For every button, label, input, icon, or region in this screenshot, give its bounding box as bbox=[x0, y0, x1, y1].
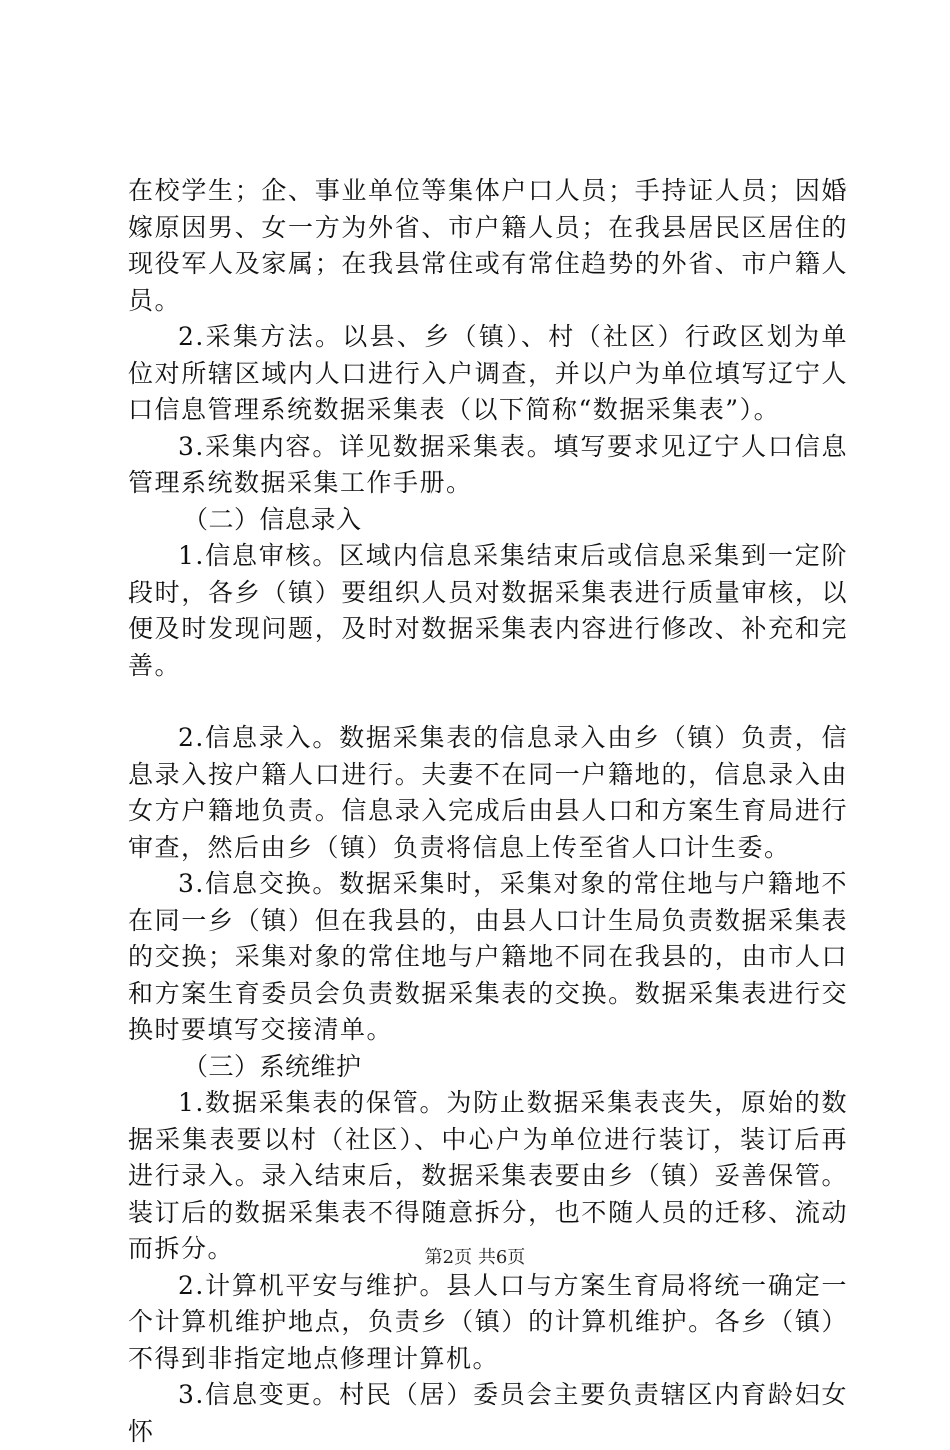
paragraph-info-exchange: 3.信息交换。数据采集时，采集对象的常住地与户籍地不在同一乡（镇）但在我县的，由县人口计生局负责数据采集表的交换；采集对象的常住地与户籍地不同在我县的，由市人口和方案生育委员会负责数据采集表的交换。数据采集表进行交换时要填写交接清单。 bbox=[128, 869, 848, 1044]
page-number-footer: 第2页 共6页 bbox=[424, 1247, 526, 1268]
paragraph-info-change: 3.信息变更。村民（居）委员会主要负责辖区内育龄妇女怀 bbox=[128, 1380, 848, 1446]
section-heading-system-maintenance: （三）系统维护 bbox=[183, 1051, 362, 1081]
paragraph-form-storage: 1.数据采集表的保管。为防止数据采集表丧失，原始的数据采集表要以村（社区）、中心户为单位进行装订，装订后再进行录入。录入结束后，数据采集表要由乡（镇）妥善保管。装订后的数据采集表不得随意拆分，也不随人员的迁移、流动而拆分。 bbox=[128, 1088, 848, 1263]
paragraph-collection-method: 2.采集方法。以县、乡（镇）、村（社区）行政区划为单位对所辖区域内人口进行入户调查，并以户为单位填写辽宁人口信息管理系统数据采集表（以下简称“数据采集表”）。 bbox=[128, 322, 848, 424]
section-heading-info-entry: （二）信息录入 bbox=[183, 504, 362, 534]
paragraph-collection-content: 3.采集内容。详见数据采集表。填写要求见辽宁人口信息管理系统数据采集工作手册。 bbox=[128, 431, 848, 497]
paragraph-info-review: 1.信息审核。区域内信息采集结束后或信息采集到一定阶段时，各乡（镇）要组织人员对数据采集表进行质量审核，以便及时发现问题，及时对数据采集表内容进行修改、补充和完善。 bbox=[128, 541, 848, 680]
paragraph-info-entry: 2.信息录入。数据采集表的信息录入由乡（镇）负责，信息录入按户籍人口进行。夫妻不在同一户籍地的，信息录入由女方户籍地负责。信息录入完成后由县人口和方案生育局进行审查，然后由乡（镇）负责将信息上传至省人口计生委。 bbox=[128, 723, 848, 862]
paragraph-computer-maintenance: 2.计算机平安与维护。县人口与方案生育局将统一确定一个计算机维护地点，负责乡（镇）的计算机维护。各乡（镇）不得到非指定地点修理计算机。 bbox=[128, 1270, 848, 1373]
paragraph-continuation: 在校学生；企、事业单位等集体户口人员；手持证人员；因婚嫁原因男、女一方为外省、市户籍人员；在我县居民区居住的现役军人及家属；在我县常住或有常住趋势的外省、市户籍人员。 bbox=[128, 176, 848, 315]
